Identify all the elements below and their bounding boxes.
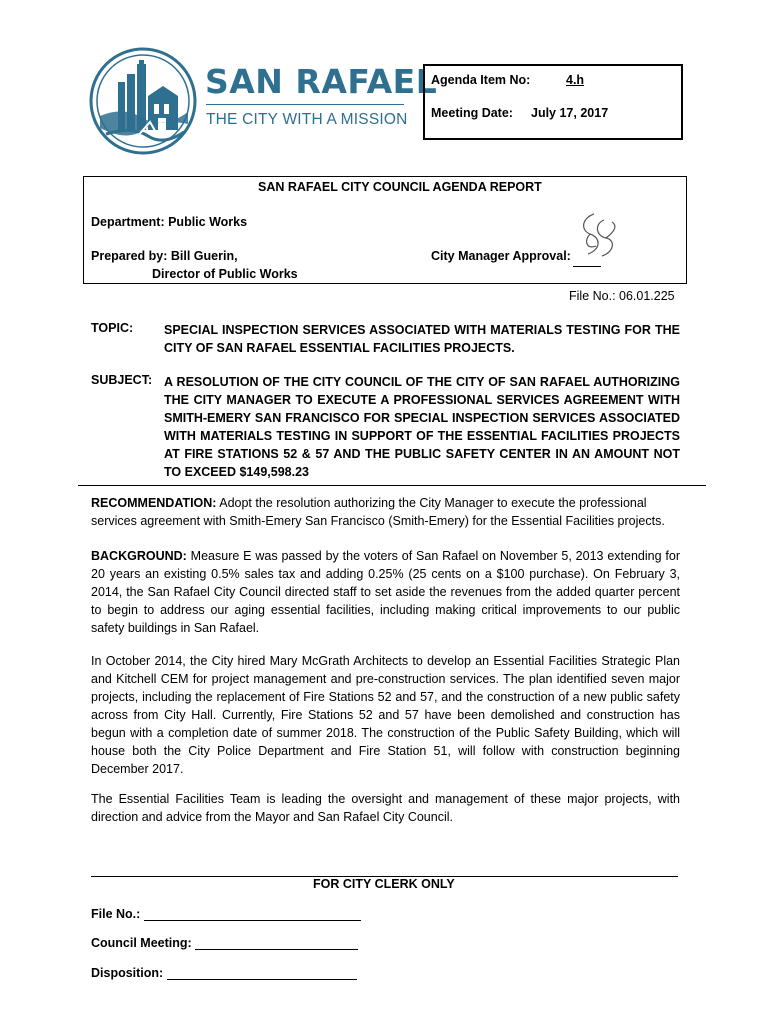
clerk-file-no-field[interactable]: [144, 920, 361, 921]
background-paragraph-2: In October 2014, the City hired Mary McGrath Architects to develop an Essential Facilities Strategic Plan and Kitchell CEM for project management and pre-construction services. The plan identified seven major projects, including the replacement of Fire Stations 52 and 57, and the construction of a new public safety across from City Hall. Currently, Fire Stations 52 and 57 have been demolished and construction has begun with a completion date of summer 2018. The construction of the Public Safety Building, which will house both the City Police Department and Fire Station 51, will follow with construction beginning December 2017.: [91, 654, 680, 776]
background-paragraph-3: The Essential Facilities Team is leading the oversight and management of these major projects, with direction and advice from the Mayor and San Rafael City Council.: [91, 792, 680, 824]
report-title: SAN RAFAEL CITY COUNCIL AGENDA REPORT: [258, 180, 542, 194]
file-number: File No.: 06.01.225: [569, 289, 675, 303]
background-text: Measure E was passed by the voters of San Rafael on November 5, 2013 extending for 20 years an existing 0.5% sales tax and adding 0.25% (25 cents on a $100 purchase). On February 3, 2014, the San Rafael City Council directed staff to set aside the revenues from the added quarter percent to begin to address our aging essential facilities, including making critical improvements to our public safety buildings in San Rafael.: [91, 549, 680, 635]
recommendation-paragraph: [91, 494, 680, 530]
meeting-date-value: July 17, 2017: [531, 106, 609, 120]
recommendation-label: RECOMMENDATION:: [91, 496, 217, 510]
topic-text: SPECIAL INSPECTION SERVICES ASSOCIATED WITH MATERIALS TESTING FOR THE CITY OF SAN RAFAEL ESSENTIAL FACILITIES PROJECTS.: [164, 323, 680, 355]
clerk-file-no-label: File No.:: [91, 907, 141, 921]
department: Department: Public Works: [91, 215, 248, 229]
clerk-council-meeting: [91, 936, 358, 950]
prepared-by-title: Director of Public Works: [152, 267, 298, 281]
clerk-council-meeting-field[interactable]: [195, 949, 358, 950]
city-manager-approval-label: City Manager Approval:: [431, 249, 571, 263]
clerk-section-title: FOR CITY CLERK ONLY: [313, 877, 455, 891]
background-label: BACKGROUND:: [91, 549, 187, 563]
prepared-by: Prepared by: Bill Guerin,: [91, 249, 238, 263]
background-paragraph: [91, 547, 680, 637]
clerk-disposition: [91, 966, 357, 980]
clerk-disposition-label: Disposition:: [91, 966, 164, 980]
recommendation-text: Adopt the resolution authorizing the City Manager to execute the professional services agreement with Smith-Emery San Francisco (Smith-Emery) for the Essential Facilities projects.: [91, 496, 665, 528]
clerk-council-meeting-label: Council Meeting:: [91, 936, 192, 950]
clerk-disposition-field[interactable]: [167, 979, 357, 980]
subject-text: A RESOLUTION OF THE CITY COUNCIL OF THE CITY OF SAN RAFAEL AUTHORIZING THE CITY MANAGER TO EXECUTE A PROFESSIONAL SERVICES AGREEMENT WITH SMITH-EMERY SAN FRANCISCO FOR SPECIAL INSPECTION SERVICES ASSOCIATED WITH MATERIALS TESTING IN SUPPORT OF THE ESSENTIAL FACILITIES PROJECTS AT FIRE STATIONS 52 & 57 AND THE PUBLIC SAFETY CENTER IN AN AMOUNT NOT TO EXCEED $149,598.23: [164, 375, 680, 479]
logo-divider: [206, 104, 404, 105]
approval-signature-line: [573, 266, 601, 267]
subject-label: SUBJECT:: [91, 373, 153, 387]
agenda-item-label: Agenda Item No:: [431, 73, 531, 87]
logo-title: SAN RAFAEL: [205, 62, 438, 101]
city-seal-icon: [91, 49, 195, 153]
agenda-item-value: 4.h: [566, 73, 585, 87]
clerk-file-no: [91, 907, 361, 921]
logo-tagline: THE CITY WITH A MISSION: [206, 111, 408, 128]
signature-icon: [574, 210, 624, 262]
section-divider: [78, 485, 706, 486]
topic-label: TOPIC:: [91, 321, 134, 335]
meeting-date-label: Meeting Date:: [431, 106, 513, 120]
